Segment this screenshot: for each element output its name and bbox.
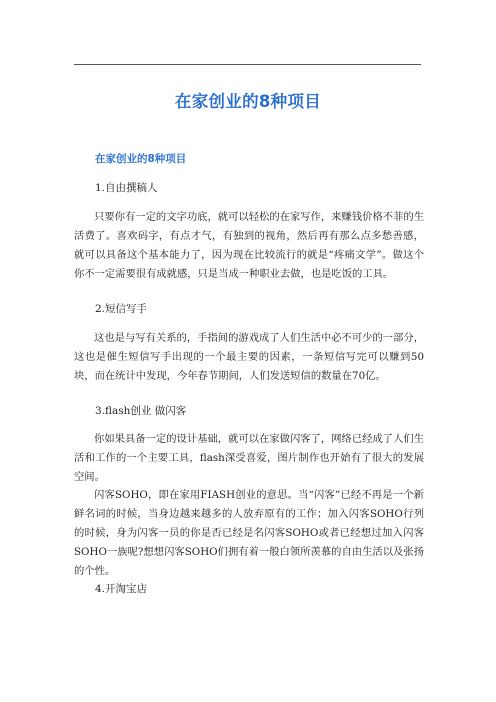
section-heading-2: 2.短信写手 [95, 303, 148, 315]
section-body-1 [74, 208, 424, 284]
section-body-2 [74, 329, 424, 386]
paragraph: 只要你有一定的文字功底，就可以轻松的在家写作，来赚钱价格不菲的生活费了。喜欢码字，有点才气，有独到的视角，然后再有那么点多愁善感，就可以具备这个基本能力了，因为现在比较流行的就是“疼痛文学”。做这个你不一定需要很有成就感，只是当成一种职业去做，也是吃饭的工具。 [74, 211, 424, 280]
subtitle: 在家创业的8种项目 [95, 153, 187, 165]
section-body-3b [74, 486, 424, 581]
section-heading-3: 3.flash创业 做闪客 [95, 405, 187, 417]
paragraph: 这也是与写有关系的，手指间的游戏成了人们生活中必不可少的一部分，这也是催生短信写手出现的一个最主要的因素，一条短信写完可以赚到50块，而在统计中发现，今年春节期间，人们发送短信的数量在70亿。 [74, 332, 424, 382]
header-rule [74, 64, 421, 65]
paragraph: 闪客SOHO，即在家用FIASH创业的意思。当“闪客”已经不再是一个新鲜名词的时候，当身边越来越多的人放弃原有的工作；加入闪客SOHO行列的时候，身为闪客一员的你是否已经是名闪客SOHO或者已经想过加入闪客SOHO一族呢?想想闪客SOHO们拥有着一般白领所羡慕的自由生活以及张扬的个性。 [74, 489, 424, 577]
section-heading-4: 4.开淘宝店 [95, 583, 148, 595]
page-title: 在家创业的8种项目 [174, 92, 322, 111]
section-heading-1: 1.自由撰稿人 [95, 182, 158, 194]
section-body-3a [74, 430, 424, 487]
paragraph: 你如果具备一定的设计基础，就可以在家做闪客了，网络已经成了人们生活和工作的一个主要工具，flash深受喜爱，图片制作也开始有了很大的发展空间。 [74, 433, 424, 483]
